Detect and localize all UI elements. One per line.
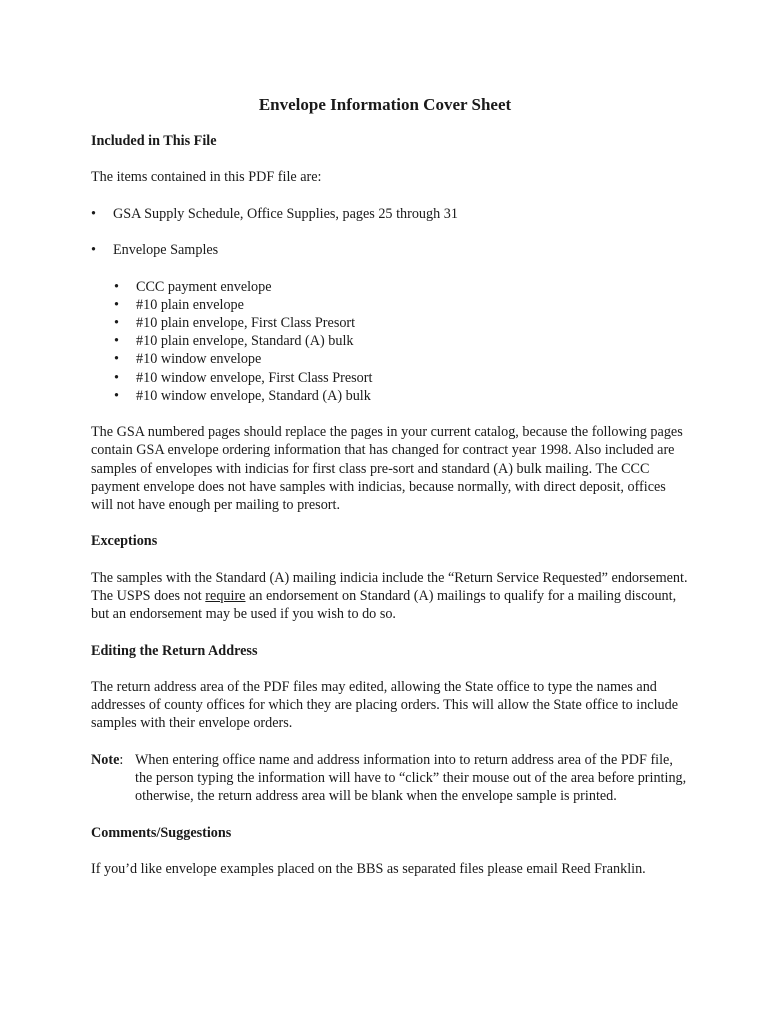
bullet-icon: •: [114, 333, 119, 350]
note-text: When entering office name and address information into to return address area of the PDF file, the person typing the information will have to “click” their mouse out of the area before printing, otherwise, the return address area will be blank when the envelope sample is printed.: [135, 751, 687, 805]
bullet-icon: •: [91, 205, 96, 222]
list-item: • Envelope Samples: [91, 242, 219, 259]
bullet-icon: •: [91, 242, 96, 259]
included-paragraph: The GSA numbered pages should replace the pages in your current catalog, because the following pages contain GSA envelope ordering information that has changed for contract year 1998. Also included are samples of envelopes with indicias for first class pre-sort and standard (A) bulk mailing. The CCC payment envelope does not have samples with indicias, because normally, with direct deposit, offices will not have enough per mailing to presort.: [91, 424, 683, 513]
section-heading-editing: Editing the Return Address: [91, 642, 258, 659]
bullet-icon: •: [114, 278, 119, 295]
bullet-icon: •: [114, 351, 119, 368]
section-heading-included: Included in This File: [91, 133, 217, 149]
note-label: Note:: [91, 751, 124, 768]
bullet-icon: •: [114, 314, 119, 331]
list-item: • #10 window envelope: [114, 351, 262, 368]
list-item: • #10 window envelope, First Class Presort: [114, 369, 373, 386]
exceptions-paragraph: The samples with the Standard (A) mailing indicia include the “Return Service Requested” endorsement. The USPS does not require an endorsement on Standard (A) mailings to qualify for a mailing discount, but an endorsement may be used if you wish to do so.: [91, 569, 688, 623]
emphasis-require: require: [205, 587, 246, 604]
editing-paragraph: The return address area of the PDF files may edited, allowing the State office to type the names and addresses of county offices for which they are placing orders. This will allow the State office to include samples with their envelope orders.: [91, 678, 679, 732]
list-item: • #10 window envelope, Standard (A) bulk: [114, 387, 371, 404]
page-title: Envelope Information Cover Sheet: [258, 95, 512, 114]
section-heading-exceptions: Exceptions: [91, 533, 158, 550]
list-item: • CCC payment envelope: [114, 278, 272, 295]
document-body: [91, 132, 691, 878]
bullet-icon: •: [114, 296, 119, 313]
included-intro: The items contained in this PDF file are:: [91, 169, 322, 186]
section-heading-comments: Comments/Suggestions: [91, 824, 232, 841]
list-item: • #10 plain envelope, Standard (A) bulk: [114, 333, 354, 350]
list-item: • #10 plain envelope: [114, 296, 244, 313]
bullet-icon: •: [114, 387, 119, 404]
list-item: • #10 plain envelope, First Class Presort: [114, 314, 356, 331]
bullet-icon: •: [114, 369, 119, 386]
list-item: • GSA Supply Schedule, Office Supplies, pages 25 through 31: [91, 205, 458, 222]
comments-paragraph: If you’d like envelope examples placed on the BBS as separated files please email Reed Franklin.: [91, 860, 646, 877]
note-block: [91, 751, 691, 806]
envelope-samples-list: [91, 278, 691, 405]
included-list: [91, 205, 691, 223]
